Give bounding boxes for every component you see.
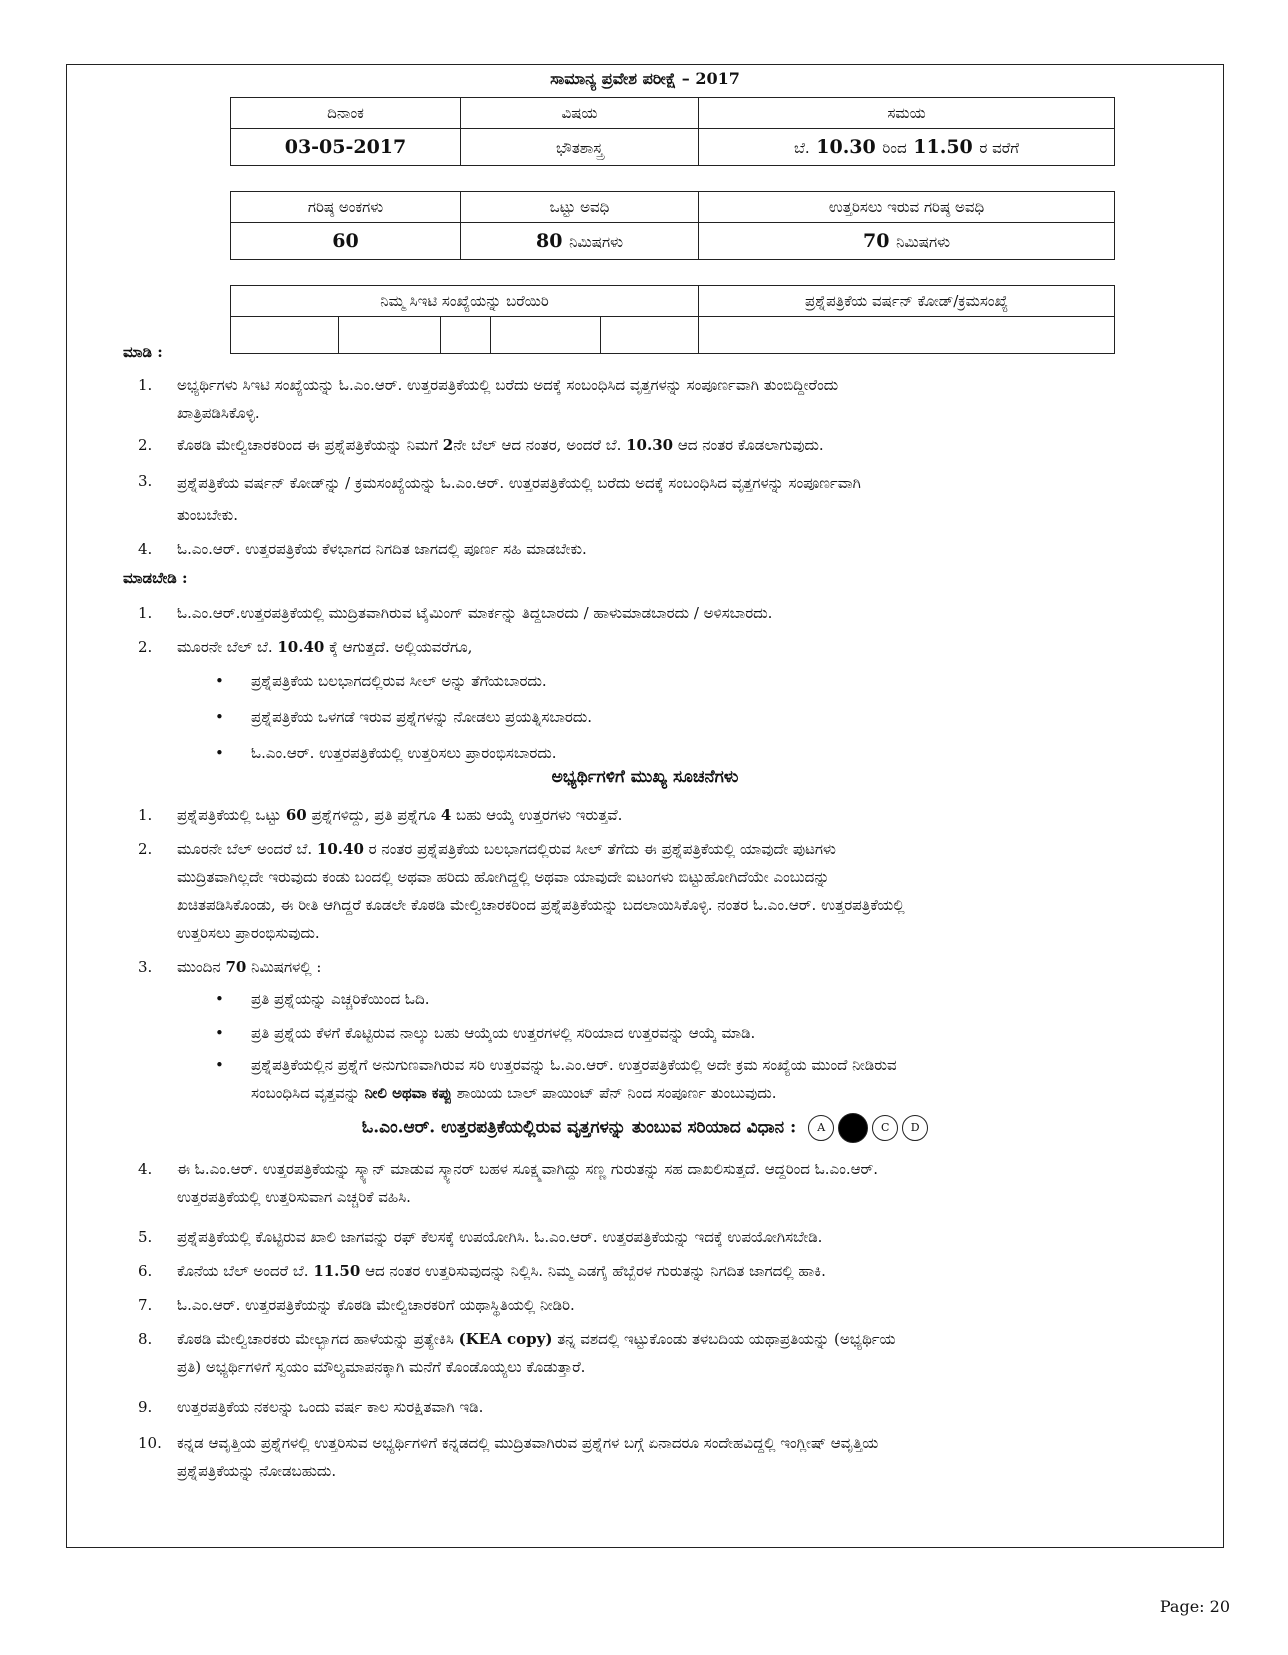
- cet-digit-box[interactable]: [441, 317, 491, 354]
- omr-bubble-example: [808, 1113, 928, 1143]
- do-heading: ಮಾಡಿ :: [123, 343, 163, 361]
- subject-header: ವಿಷಯ: [461, 98, 699, 129]
- cet-digit-box[interactable]: [601, 317, 699, 354]
- dont-heading: ಮಾಡಬೇಡಿ :: [123, 569, 188, 587]
- date-header: ದಿನಾಂಕ: [231, 98, 461, 129]
- time-header: ಸಮಯ: [699, 98, 1115, 129]
- max-marks-value: 60: [231, 223, 461, 260]
- bubble-c-icon: C: [872, 1115, 898, 1141]
- marks-duration-table: [230, 191, 1115, 260]
- cet-digit-box[interactable]: [231, 317, 339, 354]
- cet-digit-box[interactable]: [491, 317, 601, 354]
- exam-date: 03-05-2017: [231, 129, 461, 166]
- total-duration-header: ಒಟ್ಟು ಅವಧಿ: [461, 192, 699, 223]
- cet-number-table: [230, 285, 1115, 354]
- bubble-a-icon: A: [808, 1115, 834, 1141]
- version-code-box[interactable]: [699, 317, 1115, 354]
- version-code-header: ಪ್ರಶ್ನೆಪತ್ರಿಕೆಯ ವರ್ಷನ್ ಕೋಡ್/ಕ್ರಮಸಂಖ್ಯೆ: [699, 286, 1115, 317]
- cet-number-header: ನಿಮ್ಮ ಸಿಇಟಿ ಸಂಖ್ಯೆಯನ್ನು ಬರೆಯಿರಿ: [231, 286, 699, 317]
- exam-subject: ಭೌತಶಾಸ್ತ್ರ: [461, 129, 699, 166]
- omr-method-heading: ಓ.ಎಂ.ಆರ್. ಉತ್ತರಪತ್ರಿಕೆಯಲ್ಲಿರುವ ವೃತ್ತಗಳನ್ನು ತುಂಬುವ ಸರಿಯಾದ ವಿಧಾನ : A C D: [67, 1113, 1223, 1143]
- exam-info-table: [230, 97, 1115, 166]
- bubble-d-icon: D: [902, 1115, 928, 1141]
- answer-duration-header: ಉತ್ತರಿಸಲು ಇರುವ ಗರಿಷ್ಠ ಅವಧಿ: [699, 192, 1115, 223]
- instruction-frame: ಸಾಮಾನ್ಯ ಪ್ರವೇಶ ಪರೀಕ್ಷೆ – 2017 ದಿನಾಂಕ ವಿಷಯ ಸಮಯ 03-05-2017 ಭೌತಶಾಸ್ತ್ರ ಬೆ. 10.30 ರಿಂದ 11.50 ರ ವರೆಗೆ ಗರಿಷ್ಠ ಅಂಕಗಳು ಒಟ್ಟು ಅವಧಿ ಉತ್ತರಿಸಲು ಇರುವ ಗರಿಷ್ಠ ಅವಧಿ 60 80 ನಿಮಿಷಗಳು 70 ನಿಮಿಷಗಳು ನಿಮ್ಮ ಸಿಇಟಿ ಸಂಖ್ಯೆಯನ್ನು ಬರೆಯಿರಿ ಪ್ರಶ್ನೆಪತ್ರಿಕೆಯ ವರ್ಷನ್ ಕೋಡ್/ಕ್ರಮಸಂಖ್ಯೆ ಮಾಡಿ : 1. ಅಭ್ಯರ್ಥಿಗಳು ಸಿಇಟಿ ಸಂಖ್ಯೆಯನ್ನು ಓ.ಎಂ.ಆರ್. ಉತ್ತರಪತ್ರಿಕೆಯಲ್ಲಿ ಬರೆದು ಅದಕ್ಕೆ ಸಂಬಂಧಿಸಿದ ವೃತ್ತಗಳನ್ನು ಸಂಪೂರ್ಣವಾಗಿ ತುಂಬಿದ್ದೀರೆಂದು ಖಾತ್ರಿಪಡಿಸಿಕೊಳ್ಳಿ. 2. ಕೊಠಡಿ ಮೇಲ್ವಿಚಾರಕರಿಂದ ಈ ಪ್ರಶ್ನೆಪತ್ರಿಕೆಯನ್ನು ನಿಮಗೆ 2ನೇ ಬೆಲ್ ಆದ ನಂತರ, ಅಂದರೆ ಬೆ. 10.30 ಆದ ನಂತರ ಕೊಡಲಾಗುವುದು. 3. ಪ್ರಶ್ನೆಪತ್ರಿಕೆಯ ವರ್ಷನ್ ಕೋಡ್‌ನ್ನು / ಕ್ರಮಸಂಖ್ಯೆಯನ್ನು ಓ.ಎಂ.ಆರ್. ಉತ್ತರಪತ್ರಿಕೆಯಲ್ಲಿ ಬರೆದು ಅದಕ್ಕೆ ಸಂಬಂಧಿಸಿದ ವೃತ್ತಗಳನ್ನು ಸಂಪೂರ್ಣವಾಗಿ ತುಂಬಬೇಕು. 4. ಓ.ಎಂ.ಆರ್. ಉತ್ತರಪತ್ರಿಕೆಯ ಕೆಳಭಾಗದ ನಿಗದಿತ ಜಾಗದಲ್ಲಿ ಪೂರ್ಣ ಸಹಿ ಮಾಡಬೇಕು. ಮಾಡಬೇಡಿ : 1. ಓ.ಎಂ.ಆರ್.ಉತ್ತರಪತ್ರಿಕೆಯಲ್ಲಿ ಮುದ್ರಿತವಾಗಿರುವ ಟೈಮಿಂಗ್ ಮಾರ್ಕನ್ನು ತಿದ್ದಬಾರದು / ಹಾಳುಮಾಡಬಾರದು / ಅಳಿಸಬಾರದು. 2. ಮೂರನೇ ಬೆಲ್ ಬೆ. 10.40 ಕ್ಕೆ ಆಗುತ್ತದೆ. ಅಲ್ಲಿಯವರೆಗೂ, • ಪ್ರಶ್ನೆಪತ್ರಿಕೆಯ ಬಲಭಾಗದಲ್ಲಿರುವ ಸೀಲ್ ಅನ್ನು ತೆಗೆಯಬಾರದು. • ಪ್ರಶ್ನೆಪತ್ರಿಕೆಯ ಒಳಗಡೆ ಇರುವ ಪ್ರಶ್ನೆಗಳನ್ನು ನೋಡಲು ಪ್ರಯತ್ನಿಸಬಾರದು. • ಓ.ಎಂ.ಆರ್. ಉತ್ತರಪತ್ರಿಕೆಯಲ್ಲಿ ಉತ್ತರಿಸಲು ಪ್ರಾರಂಭಿಸಬಾರದು. ಅಭ್ಯರ್ಥಿಗಳಿಗೆ ಮುಖ್ಯ ಸೂಚನೆಗಳು 1. ಪ್ರಶ್ನೆಪತ್ರಿಕೆಯಲ್ಲಿ ಒಟ್ಟು 60 ಪ್ರಶ್ನೆಗಳಿದ್ದು, ಪ್ರತಿ ಪ್ರಶ್ನೆಗೂ 4 ಬಹು ಆಯ್ಕೆ ಉತ್ತರಗಳು ಇರುತ್ತವೆ. 2. ಮೂರನೇ ಬೆಲ್ ಅಂದರೆ ಬೆ. 10.40 ರ ನಂತರ ಪ್ರಶ್ನೆಪತ್ರಿಕೆಯ ಬಲಭಾಗದಲ್ಲಿರುವ ಸೀಲ್ ತೆಗೆದು ಈ ಪ್ರಶ್ನೆಪತ್ರಿಕೆಯಲ್ಲಿ ಯಾವುದೇ ಪುಟಗಳು ಮುದ್ರಿತವಾಗಿಲ್ಲದೇ ಇರುವುದು ಕಂಡು ಬಂದಲ್ಲಿ ಅಥವಾ ಹರಿದು ಹೋಗಿದ್ದಲ್ಲಿ ಅಥವಾ ಯಾವುದೇ ಐಟಂಗಳು ಬಿಟ್ಟುಹೋಗಿದೆಯೇ ಎಂಬುದನ್ನು ಖಚಿತಪಡಿಸಿಕೊಂಡು, ಈ ರೀತಿ ಆಗಿದ್ದರೆ ಕೂಡಲೇ ಕೊಠಡಿ ಮೇಲ್ವಿಚಾರಕರಿಂದ ಪ್ರಶ್ನೆಪತ್ರಿಕೆಯನ್ನು ಬದಲಾಯಿಸಿಕೊಳ್ಳಿ. ನಂತರ ಓ.ಎಂ.ಆರ್. ಉತ್ತರಪತ್ರಿಕೆಯಲ್ಲಿ ಉತ್ತರಿಸಲು ಪ್ರಾರಂಭಿಸುವುದು. 3. ಮುಂದಿನ 70 ನಿಮಿಷಗಳಲ್ಲಿ : • ಪ್ರತಿ ಪ್ರಶ್ನೆಯನ್ನು ಎಚ್ಚರಿಕೆಯಿಂದ ಓದಿ. • ಪ್ರತಿ ಪ್ರಶ್ನೆಯ ಕೆಳಗೆ ಕೊಟ್ಟಿರುವ ನಾಲ್ಕು ಬಹು ಆಯ್ಕೆಯ ಉತ್ತರಗಳಲ್ಲಿ ಸರಿಯಾದ ಉತ್ತರವನ್ನು ಆಯ್ಕೆ ಮಾಡಿ. • ಪ್ರಶ್ನೆಪತ್ರಿಕೆಯಲ್ಲಿನ ಪ್ರಶ್ನೆಗೆ ಅನುಗುಣವಾಗಿರುವ ಸರಿ ಉತ್ತರವನ್ನು ಓ.ಎಂ.ಆರ್. ಉತ್ತರಪತ್ರಿಕೆಯಲ್ಲಿ ಅದೇ ಕ್ರಮ ಸಂಖ್ಯೆಯ ಮುಂದೆ ನೀಡಿರುವ ಸಂಬಂಧಿಸಿದ ವೃತ್ತವನ್ನು ನೀಲಿ ಅಥವಾ ಕಪ್ಪು ಶಾಯಿಯ ಬಾಲ್ ಪಾಯಿಂಟ್ ಪೆನ್ ನಿಂದ ಸಂಪೂರ್ಣ ತುಂಬುವುದು. ಓ.ಎಂ.ಆರ್. ಉತ್ತರಪತ್ರಿಕೆಯಲ್ಲಿರುವ ವೃತ್ತಗಳನ್ನು ತುಂಬುವ ಸರಿಯಾದ ವಿಧಾನ : A C D 4. ಈ ಓ.ಎಂ.ಆರ್. ಉತ್ತರಪತ್ರಿಕೆಯನ್ನು ಸ್ಕ್ಯಾನ್ ಮಾಡುವ ಸ್ಕ್ಯಾನರ್ ಬಹಳ ಸೂಕ್ಷ್ಮವಾಗಿದ್ದು ಸಣ್ಣ ಗುರುತನ್ನು ಸಹ ದಾಖಲಿಸುತ್ತದೆ. ಆದ್ದರಿಂದ ಓ.ಎಂ.ಆರ್. ಉತ್ತರಪತ್ರಿಕೆಯಲ್ಲಿ ಉತ್ತರಿಸುವಾಗ ಎಚ್ಚರಿಕೆ ವಹಿಸಿ. 5. ಪ್ರಶ್ನೆಪತ್ರಿಕೆಯಲ್ಲಿ ಕೊಟ್ಟಿರುವ ಖಾಲಿ ಜಾಗವನ್ನು ರಫ್ ಕೆಲಸಕ್ಕೆ ಉಪಯೋಗಿಸಿ. ಓ.ಎಂ.ಆರ್. ಉತ್ತರಪತ್ರಿಕೆಯನ್ನು ಇದಕ್ಕೆ ಉಪಯೋಗಿಸಬೇಡಿ. 6. ಕೊನೆಯ ಬೆಲ್ ಅಂದರೆ ಬೆ. 11.50 ಆದ ನಂತರ ಉತ್ತರಿಸುವುದನ್ನು ನಿಲ್ಲಿಸಿ. ನಿಮ್ಮ ಎಡಗೈ ಹೆಬ್ಬೆರಳ ಗುರುತನ್ನು ನಿಗದಿತ ಜಾಗದಲ್ಲಿ ಹಾಕಿ. 7. ಓ.ಎಂ.ಆರ್. ಉತ್ತರಪತ್ರಿಕೆಯನ್ನು ಕೊಠಡಿ ಮೇಲ್ವಿಚಾರಕರಿಗೆ ಯಥಾಸ್ಥಿತಿಯಲ್ಲಿ ನೀಡಿರಿ. 8. ಕೊಠಡಿ ಮೇಲ್ವಿಚಾರಕರು ಮೇಲ್ಭಾಗದ ಹಾಳೆಯನ್ನು ಪ್ರತ್ಯೇಕಿಸಿ (KEA copy) ತನ್ನ ವಶದಲ್ಲಿ ಇಟ್ಟುಕೊಂಡು ತಳಬದಿಯ ಯಥಾಪ್ರತಿಯನ್ನು (ಅಭ್ಯರ್ಥಿಯ ಪ್ರತಿ) ಅಭ್ಯರ್ಥಿಗಳಿಗೆ ಸ್ವಯಂ ಮೌಲ್ಯಮಾಪನಕ್ಕಾಗಿ ಮನೆಗೆ ಕೊಂಡೊಯ್ಯಲು ಕೊಡುತ್ತಾರೆ. 9. ಉತ್ತರಪತ್ರಿಕೆಯ ನಕಲನ್ನು ಒಂದು ವರ್ಷ ಕಾಲ ಸುರಕ್ಷಿತವಾಗಿ ಇಡಿ. 10. ಕನ್ನಡ ಆವೃತ್ತಿಯ ಪ್ರಶ್ನೆಗಳಲ್ಲಿ ಉತ್ತರಿಸುವ ಅಭ್ಯರ್ಥಿಗಳಿಗೆ ಕನ್ನಡದಲ್ಲಿ ಮುದ್ರಿತವಾಗಿರುವ ಪ್ರಶ್ನೆಗಳ ಬಗ್ಗೆ ಏನಾದರೂ ಸಂದೇಹವಿದ್ದಲ್ಲಿ ಇಂಗ್ಲೀಷ್ ಆವೃತ್ತಿಯ ಪ್ರಶ್ನೆಪತ್ರಿಕೆಯನ್ನು ನೋಡಬಹುದು.: [66, 64, 1224, 1548]
- cet-digit-box[interactable]: [339, 317, 441, 354]
- max-marks-header: ಗರಿಷ್ಠ ಅಂಕಗಳು: [231, 192, 461, 223]
- exam-time: ಬೆ. 10.30 ರಿಂದ 11.50 ರ ವರೆಗೆ: [699, 129, 1115, 166]
- page-number: Page: 20: [1159, 1597, 1230, 1616]
- instructions-heading: ಅಭ್ಯರ್ಥಿಗಳಿಗೆ ಮುಖ್ಯ ಸೂಚನೆಗಳು: [551, 767, 739, 787]
- bubble-filled-icon: [838, 1113, 868, 1143]
- total-duration-value: 80 ನಿಮಿಷಗಳು: [461, 223, 699, 260]
- page-title: ಸಾಮಾನ್ಯ ಪ್ರವೇಶ ಪರೀಕ್ಷೆ – 2017: [550, 69, 740, 88]
- answer-duration-value: 70 ನಿಮಿಷಗಳು: [699, 223, 1115, 260]
